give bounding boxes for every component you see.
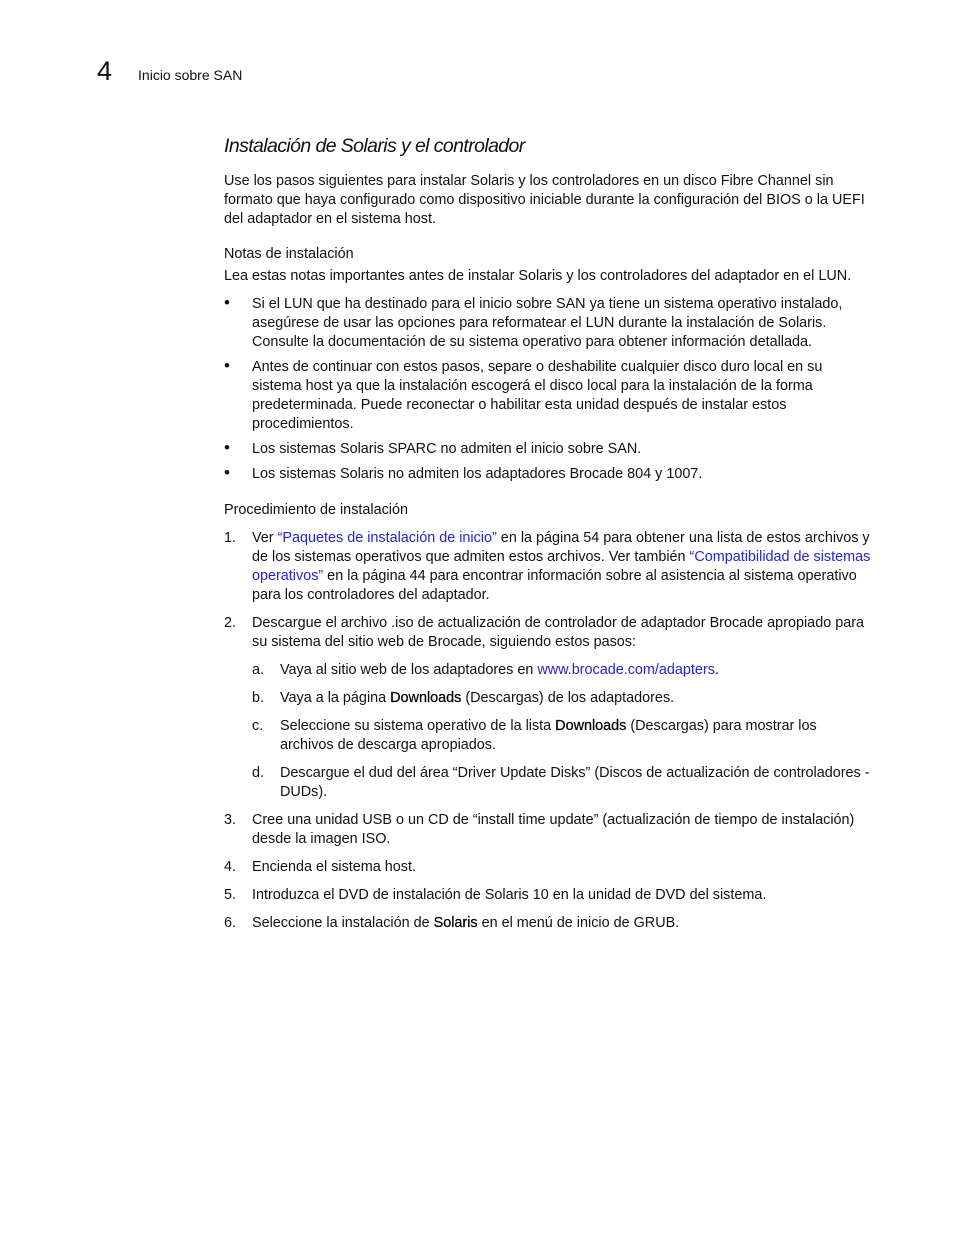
page-header (97, 56, 242, 86)
link-brocade-adapters[interactable]: www.brocade.com/adapters (537, 662, 715, 678)
step-number: 6. (224, 915, 237, 931)
notes-intro: Lea estas notas importantes antes de instalar Solaris y los controladores del adaptador en el LUN. (224, 268, 852, 284)
bullet-icon: • (224, 438, 230, 457)
substep-text: Descargue el dud del área “Driver Update Disks” (Discos de actualización de controladores - DUDs). (280, 765, 870, 800)
note-text: Los sistemas Solaris SPARC no admiten el inicio sobre SAN. (252, 441, 642, 457)
step-number: 1. (224, 530, 237, 546)
substep-letter: d. (252, 765, 265, 781)
step-text: Ver (252, 530, 278, 546)
substep-letter: c. (252, 718, 264, 734)
step-text: Descargue el archivo .iso de actualización de controlador de adaptador Brocade apropiado para su sistema del sitio web de Brocade, siguiendo estos pasos: (252, 615, 864, 650)
substep-a (252, 661, 874, 680)
step-text: Introduzca el DVD de instalación de Solaris 10 en la unidad de DVD del sistema. (252, 887, 767, 903)
substep-text: Vaya a la página (280, 690, 391, 706)
substep-text: (Descargas) para mostrar los archivos de descarga apropiados. (280, 718, 817, 753)
list-item (224, 440, 874, 459)
step-number: 2. (224, 615, 237, 631)
ui-term-downloads: Downloads (555, 718, 627, 734)
substep-b (252, 689, 874, 708)
step-3 (224, 811, 874, 849)
list-item (224, 465, 874, 484)
notes-heading: Notas de instalación (224, 246, 354, 262)
substep-text: . (714, 662, 719, 678)
step-1 (224, 529, 874, 605)
substep-letter: a. (252, 662, 265, 678)
step-text: Encienda el sistema host. (252, 859, 416, 875)
substeps (252, 661, 874, 802)
note-text: Los sistemas Solaris no admiten los adaptadores Brocade 804 y 1007. (252, 466, 703, 482)
note-text: Antes de continuar con estos pasos, separe o deshabilite cualquier disco duro local en su sistema host ya que la instalación escogerá el disco local para la instalación de la forma predeterminada. Puede reconectar o habilitar esta unidad después de instalar estos procedimientos. (252, 359, 823, 432)
step-text: en la página 44 para encontrar información sobre al asistencia al sistema operativo para los controladores del adaptador. (252, 568, 857, 603)
list-item (224, 295, 874, 352)
step-text: Seleccione la instalación de (252, 915, 434, 931)
step-number: 4. (224, 859, 237, 875)
step-text: en la página 54 para obtener una lista de estos archivos y de los sistemas operativos que admiten estos archivos. Ver también (252, 530, 870, 565)
step-text: Cree una unidad USB o un CD de “install time update” (actualización de tiempo de instalación) desde la imagen ISO. (252, 812, 855, 847)
procedure-steps (224, 529, 874, 933)
substep-text: Seleccione su sistema operativo de la lista (280, 718, 556, 734)
procedure-heading: Procedimiento de instalación (224, 502, 408, 518)
main-content (224, 134, 874, 942)
bullet-icon: • (224, 356, 230, 375)
chapter-number: 4 (97, 56, 113, 86)
section-title: Instalación de Solaris y el controlador (224, 135, 525, 157)
list-item (224, 358, 874, 434)
bullet-icon: • (224, 293, 230, 312)
step-6 (224, 914, 874, 933)
step-number: 5. (224, 887, 237, 903)
link-boot-packages[interactable]: “Paquetes de instalación de inicio” (277, 530, 497, 546)
step-4 (224, 858, 874, 877)
substep-letter: b. (252, 690, 265, 706)
ui-term-downloads: Downloads (390, 690, 462, 706)
step-number: 3. (224, 812, 237, 828)
step-5 (224, 886, 874, 905)
substep-d (252, 764, 874, 802)
bullet-icon: • (224, 463, 230, 482)
ui-term-solaris: Solaris (433, 915, 478, 931)
step-2 (224, 614, 874, 802)
chapter-title: Inicio sobre SAN (138, 67, 243, 83)
note-text: Si el LUN que ha destinado para el inicio sobre SAN ya tiene un sistema operativo instalado, asegúrese de usar las opciones para reformatear el LUN durante la instalación de Solaris. Consulte la documentación de su sistema operativo para obtener información detallada. (252, 296, 843, 350)
notes-list (224, 295, 874, 484)
link-os-compatibility[interactable]: “Compatibilidad de sistemas operativos” (252, 549, 871, 584)
section-intro: Use los pasos siguientes para instalar Solaris y los controladores en un disco Fibre Channel sin formato que haya configurado como dispositivo iniciable durante la configuración del BIOS o la UEFI del adaptador en el sistema host. (224, 173, 865, 227)
substep-text: (Descargas) de los adaptadores. (461, 690, 675, 706)
step-text: en el menú de inicio de GRUB. (477, 915, 680, 931)
substep-text: Vaya al sitio web de los adaptadores en (280, 662, 538, 678)
substep-c (252, 717, 874, 755)
